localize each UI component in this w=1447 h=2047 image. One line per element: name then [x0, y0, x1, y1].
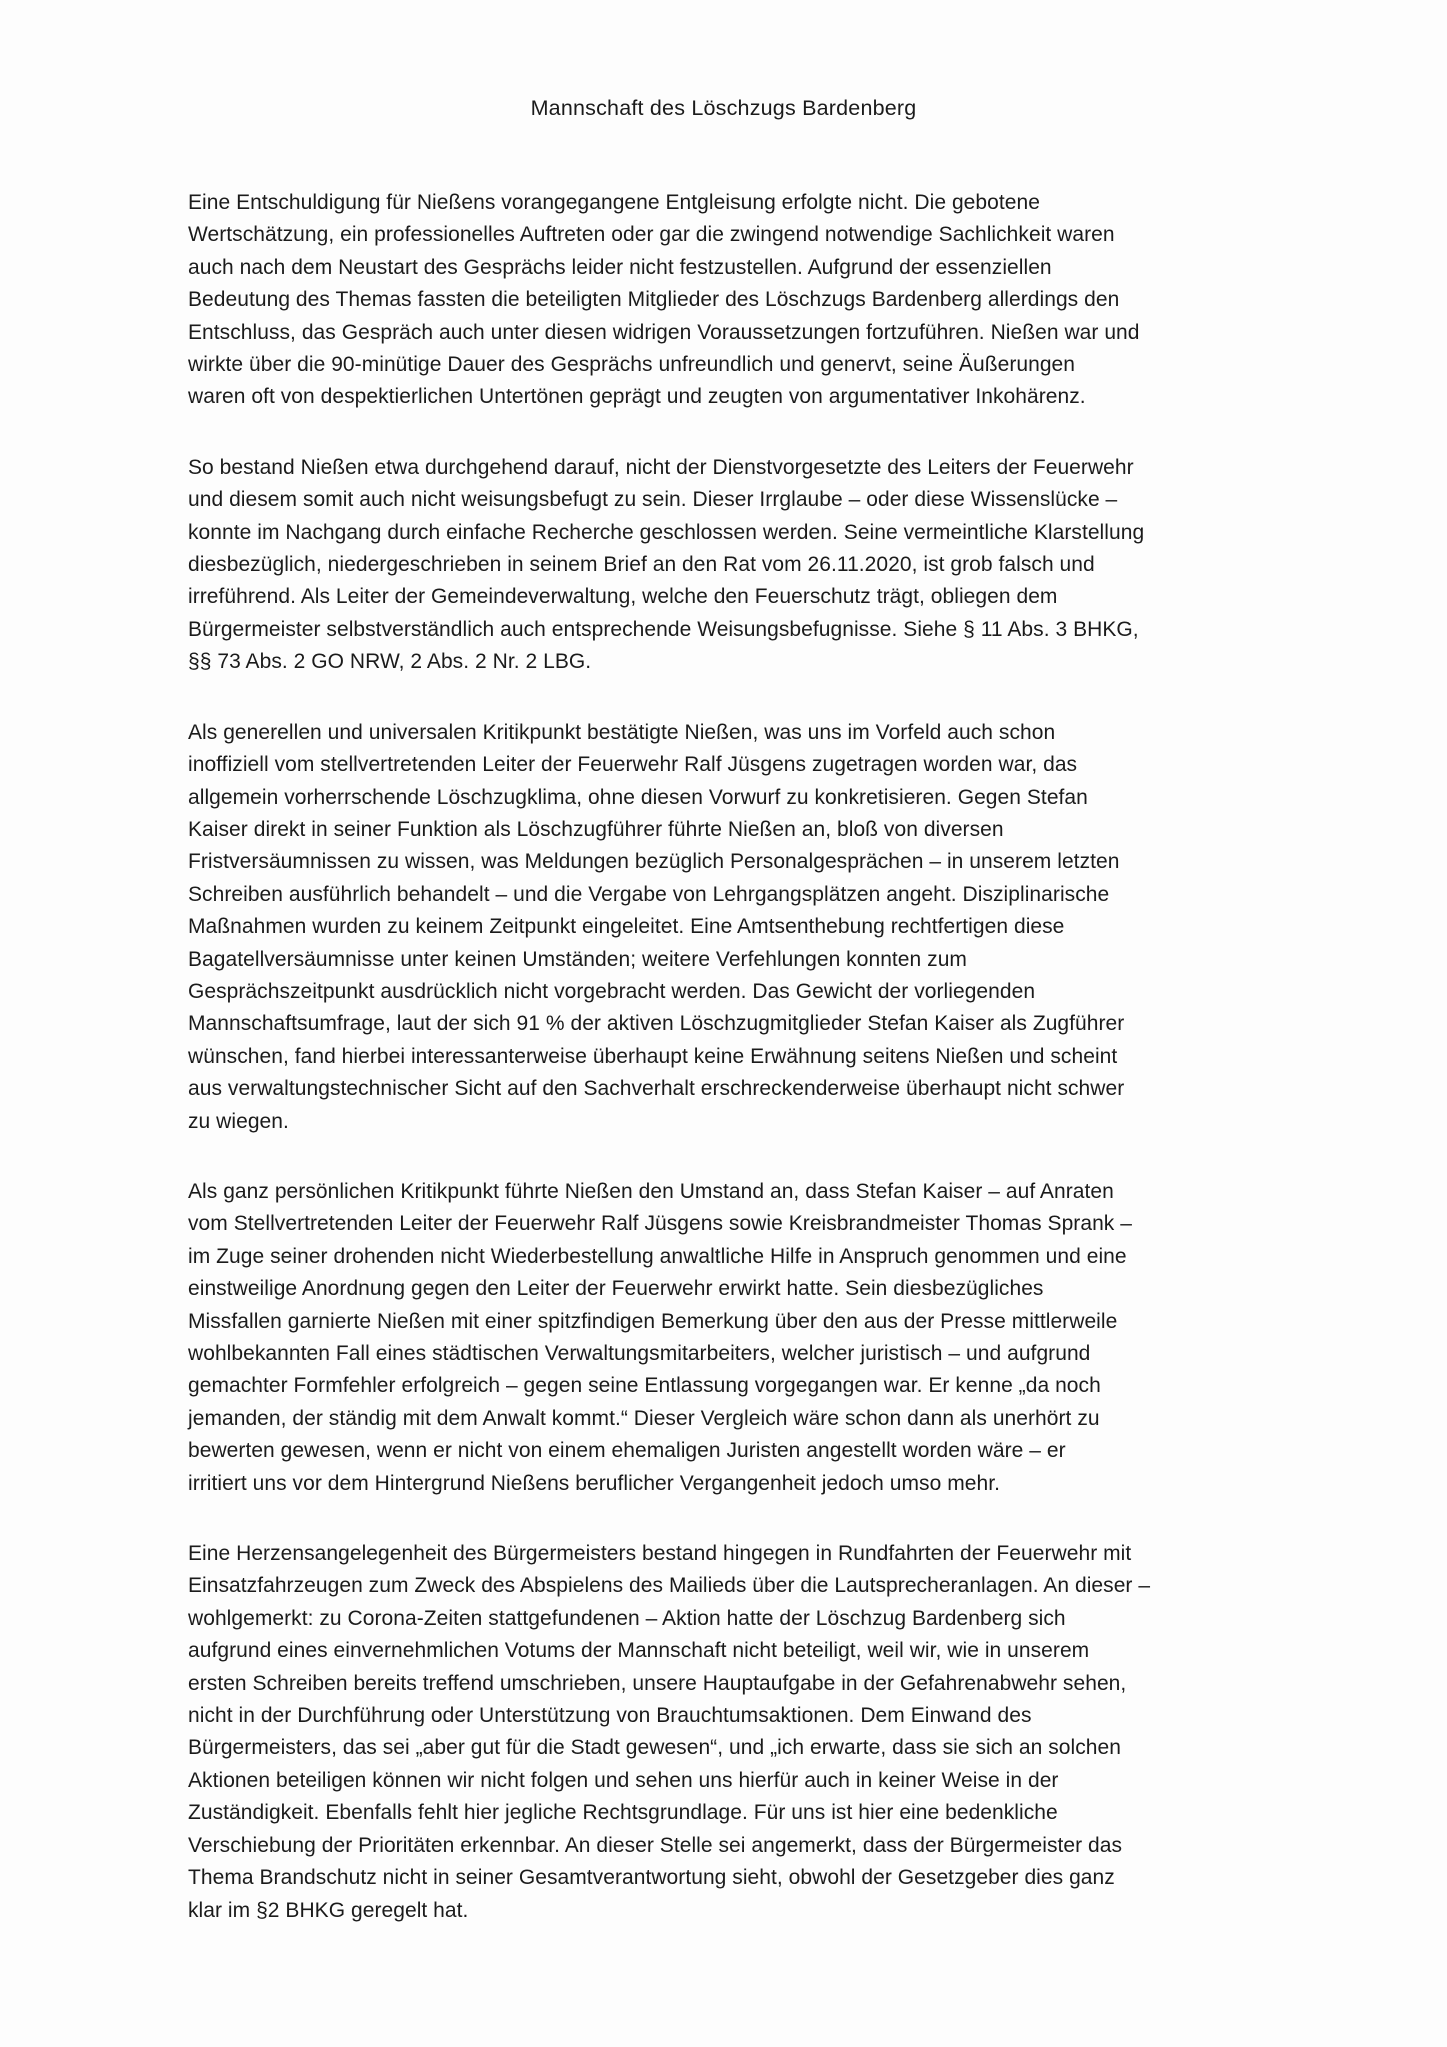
- text-line: wünschen, fand hierbei interessanterweise überhaupt keine Erwähnung seitens Nießen und scheint: [188, 1044, 1118, 1068]
- text-line: inoffiziell vom stellvertretenden Leiter der Feuerwehr Ralf Jüsgens zugetragen worden war, das: [188, 753, 1078, 777]
- text-line: Als ganz persönlichen Kritikpunkt führte Nießen den Umstand an, dass Stefan Kaiser – auf Anraten: [188, 1179, 1114, 1203]
- text-line: Eine Herzensangelegenheit des Bürgermeisters bestand hingegen in Rundfahrten der Feuerwehr mit: [188, 1542, 1132, 1566]
- text-line: jemanden, der ständig mit dem Anwalt kommt.“ Dieser Vergleich wäre schon dann als unerhört zu: [188, 1406, 1100, 1430]
- text-line: ersten Schreiben bereits treffend umschrieben, unsere Hauptaufgabe in der Gefahrenabwehr sehen,: [188, 1671, 1127, 1695]
- text-line: Einsatzfahrzeugen zum Zweck des Abspielens des Mailieds über die Lautsprecheranlagen. An dieser –: [188, 1574, 1151, 1598]
- text-line: auch nach dem Neustart des Gesprächs leider nicht festzustellen. Aufgrund der essenziellen: [188, 255, 1052, 279]
- paragraph: [188, 1176, 1298, 1500]
- text-line: klar im §2 BHKG geregelt hat.: [188, 1898, 469, 1922]
- text-line: Bürgermeister selbstverständlich auch entsprechende Weisungsbefugnisse. Siehe § 11 Abs. 3 BHKG,: [188, 617, 1139, 641]
- text-line: konnte im Nachgang durch einfache Recherche geschlossen werden. Seine vermeintliche Klarstellung: [188, 520, 1145, 544]
- text-line: Aktionen beteiligen können wir nicht folgen und sehen uns hierfür auch in keiner Weise in der: [188, 1768, 1059, 1792]
- text-line: aus verwaltungstechnischer Sicht auf den Sachverhalt erschreckenderweise überhaupt nicht schwer: [188, 1077, 1125, 1101]
- text-line: zu wiegen.: [188, 1109, 289, 1133]
- text-line: gemachter Formfehler erfolgreich – gegen seine Entlassung vorgegangen war. Er kenne „da noch: [188, 1374, 1101, 1398]
- text-line: Bürgermeisters, das sei „aber gut für die Stadt gewesen“, und „ich erwarte, dass sie sich an solchen: [188, 1736, 1121, 1760]
- text-line: Mannschaftsumfrage, laut der sich 91 % der aktiven Löschzugmitglieder Stefan Kaiser als Zugführer: [188, 1012, 1125, 1036]
- text-line: Wertschätzung, ein professionelles Auftreten oder gar die zwingend notwendige Sachlichkeit waren: [188, 223, 1115, 247]
- paragraph: [188, 717, 1298, 1138]
- text-line: Eine Entschuldigung für Nießens vorangegangene Entgleisung erfolgte nicht. Die gebotene: [188, 191, 1040, 214]
- text-line: Missfallen garnierte Nießen mit einer spitzfindigen Bemerkung über den aus der Presse mittlerweile: [188, 1309, 1118, 1333]
- text-line: diesbezüglich, niedergeschrieben in seinem Brief an den Rat vom 26.11.2020, ist grob falsch und: [188, 553, 1095, 577]
- text-line: im Zuge seiner drohenden nicht Wiederbestellung anwaltliche Hilfe in Anspruch genommen und eine: [188, 1244, 1127, 1268]
- text-line: allgemein vorherrschende Löschzugklima, ohne diesen Vorwurf zu konkretisieren. Gegen Stefan: [188, 785, 1088, 809]
- text-line: Bedeutung des Themas fassten die beteiligten Mitglieder des Löschzugs Bardenberg allerdings den: [188, 288, 1120, 312]
- text-line: wohlbekannten Fall eines städtischen Verwaltungsmitarbeiters, welcher juristisch – und aufgrund: [188, 1342, 1091, 1365]
- text-line: bewerten gewesen, wenn er nicht von einem ehemaligen Juristen angestellt worden wäre – er: [188, 1439, 1066, 1463]
- text-line: Maßnahmen wurden zu keinem Zeitpunkt eingeleitet. Eine Amtsenthebung rechtfertigen diese: [188, 915, 1065, 939]
- text-line: wirkte über die 90-minütige Dauer des Gesprächs unfreundlich und genervt, seine Äußerungen: [188, 353, 1076, 377]
- text-line: irritiert uns vor dem Hintergrund Nießens beruflicher Vergangenheit jedoch umso mehr.: [188, 1471, 1000, 1495]
- text-line: So bestand Nießen etwa durchgehend darauf, nicht der Dienstvorgesetzte des Leiters der Feuerwehr: [188, 455, 1134, 479]
- text-line: Schreiben ausführlich behandelt – und die Vergabe von Lehrgangsplätzen angeht. Disziplinarische: [188, 882, 1110, 906]
- text-line: Kaiser direkt in seiner Funktion als Löschzugführer führte Nießen an, bloß von diversen: [188, 817, 1004, 841]
- document-body: [188, 187, 1298, 1965]
- text-line: vom Stellvertretenden Leiter der Feuerwehr Ralf Jüsgens sowie Kreisbrandmeister Thomas Sprank –: [188, 1212, 1132, 1236]
- text-line: waren oft von despektierlichen Untertönen geprägt und zeugten von argumentativer Inkohärenz.: [188, 385, 1086, 409]
- text-line: nicht in der Durchführung oder Unterstützung von Brauchtumsaktionen. Dem Einwand des: [188, 1704, 1032, 1728]
- text-line: Als generellen und universalen Kritikpunkt bestätigte Nießen, was uns im Vorfeld auch schon: [188, 720, 1056, 744]
- text-line: Verschiebung der Prioritäten erkennbar. An dieser Stelle sei angemerkt, dass der Bürgermeister das: [188, 1833, 1123, 1857]
- text-line: Thema Brandschutz nicht in seiner Gesamtverantwortung sieht, obwohl der Gesetzgeber dies ganz: [188, 1866, 1115, 1890]
- text-line: irreführend. Als Leiter der Gemeindeverwaltung, welche den Feuerschutz trägt, obliegen dem: [188, 585, 1058, 609]
- text-line: Gesprächszeitpunkt ausdrücklich nicht vorgebracht werden. Das Gewicht der vorliegenden: [188, 979, 1036, 1003]
- paragraph: [188, 1538, 1298, 1927]
- text-line: Fristversäumnissen zu wissen, was Meldungen bezüglich Personalgesprächen – in unserem letzten: [188, 850, 1120, 874]
- document-title: Mannschaft des Löschzugs Bardenberg: [530, 96, 917, 120]
- text-line: einstweilige Anordnung gegen den Leiter der Feuerwehr erwirkt hatte. Sein diesbezügliches: [188, 1277, 1044, 1301]
- text-line: Bagatellversäumnisse unter keinen Umständen; weitere Verfehlungen konnten zum: [188, 947, 967, 971]
- text-line: Zuständigkeit. Ebenfalls fehlt hier jegliche Rechtsgrundlage. Für uns ist hier eine bedenkliche: [188, 1801, 1058, 1825]
- text-line: aufgrund eines einvernehmlichen Votums der Mannschaft nicht beteiligt, weil wir, wie in unserem: [188, 1639, 1090, 1663]
- paragraph: [188, 187, 1298, 414]
- paragraph: [188, 452, 1298, 679]
- text-line: wohlgemerkt: zu Corona-Zeiten stattgefundenen – Aktion hatte der Löschzug Bardenberg sich: [188, 1606, 1066, 1630]
- text-line: und diesem somit auch nicht weisungsbefugt zu sein. Dieser Irrglaube – oder diese Wissenslücke –: [188, 488, 1118, 512]
- text-line: §§ 73 Abs. 2 GO NRW, 2 Abs. 2 Nr. 2 LBG.: [188, 650, 592, 674]
- text-line: Entschluss, das Gespräch auch unter diesen widrigen Voraussetzungen fortzuführen. Nießen war und: [188, 320, 1140, 344]
